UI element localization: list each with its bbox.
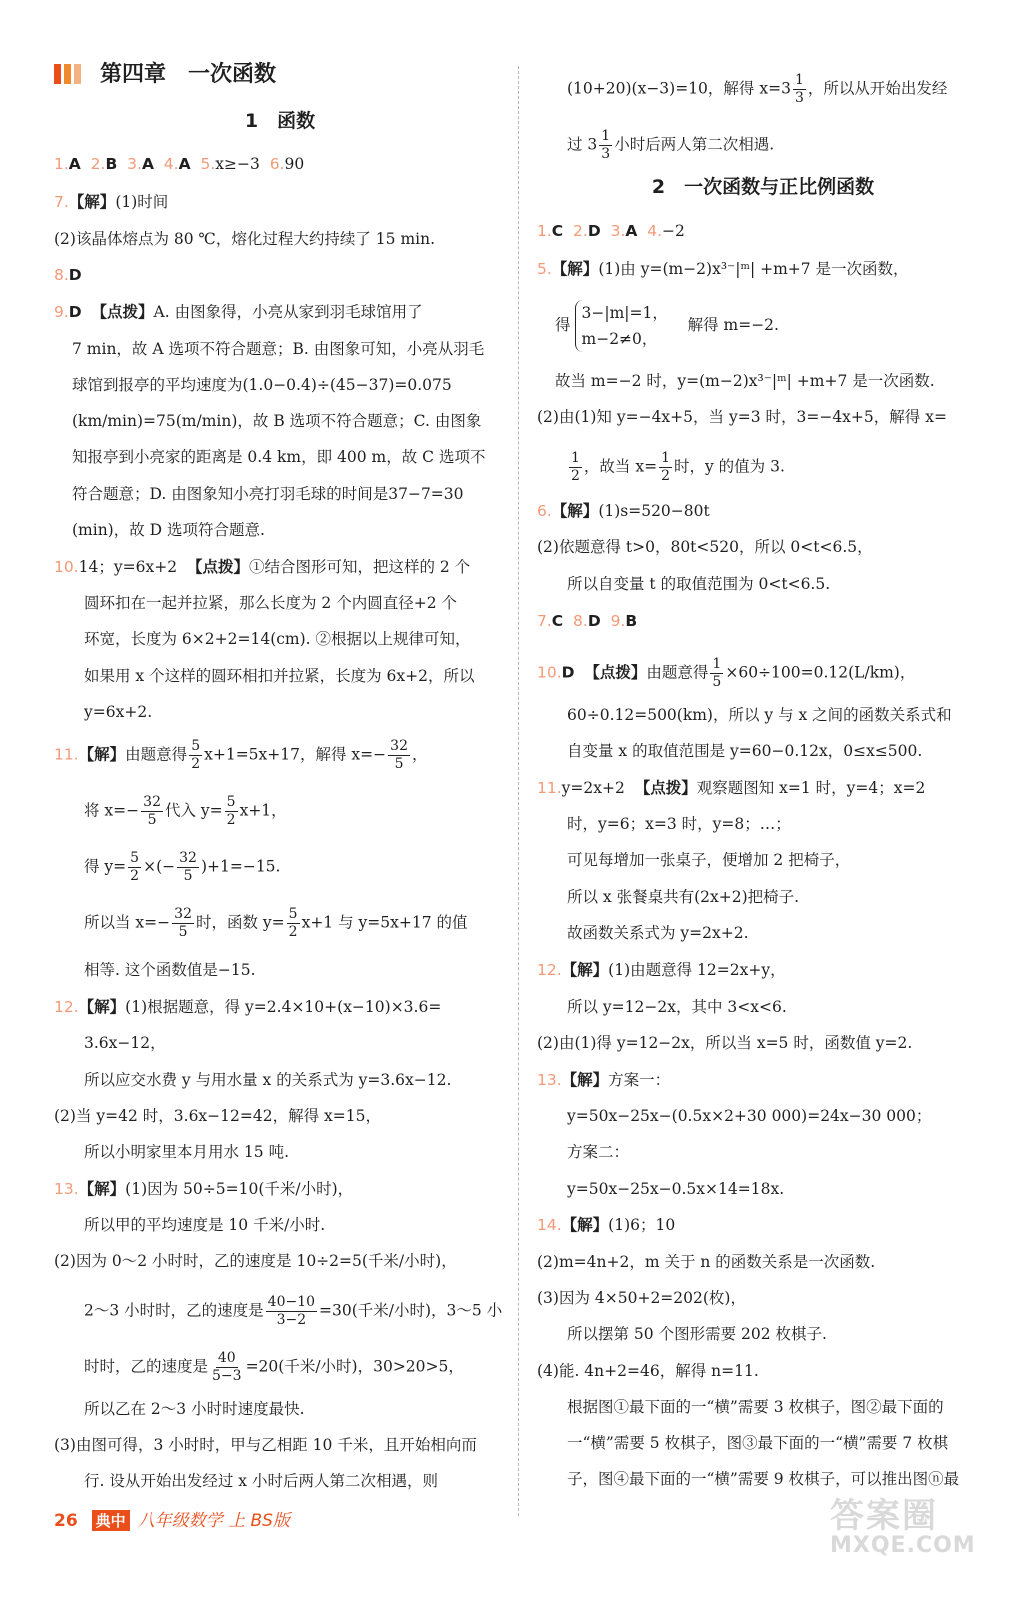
answer-row: 1.A 2.B 3.A 4.A 5.x≥−3 6.90	[54, 155, 305, 173]
q13-line: 13.【解】方案一：	[537, 1071, 671, 1089]
formula-line: 过 3 $\frac{1}{3}$ 小时后两人第二次相遇.	[567, 128, 775, 162]
q12-line: 12.【解】(1)根据题意，得 y=2.4×10+(x−10)×3.6=	[54, 998, 442, 1016]
fraction: $\frac{32}{5}$	[390, 738, 408, 772]
fraction: $\frac{5}{2}$	[191, 738, 201, 772]
page-number: 26	[54, 1511, 78, 1531]
fraction: $\frac{1}{2}$	[661, 450, 670, 484]
formula-line: 得 y= $\frac{5}{2}$ ×(− $\frac{32}{5}$ )+1=−15.	[84, 850, 281, 884]
formula-line: 时时，乙的速度是 $\frac{40}{5-3}$ =20(千米/小时)，30>20>5，	[84, 1350, 464, 1384]
text-line: 所以甲的平均速度是 10 千米/小时.	[84, 1216, 326, 1234]
fraction: $\frac{1}{2}$	[571, 450, 580, 484]
text-line: 故函数关系式为 y=2x+2.	[567, 924, 749, 942]
text-line: (4)能. 4n+2=46，解得 n=11.	[537, 1362, 759, 1380]
answer-row: 1.C 2.D 3.A 4.−2	[537, 222, 685, 240]
answer-row: 7.C 8.D 9.B	[537, 612, 638, 630]
fraction: $\frac{1}{3}$	[794, 72, 804, 106]
watermark: 答案圈 MXQE.COM	[830, 1496, 976, 1558]
text-line: 所以乙在 2～3 小时时速度最快.	[84, 1400, 305, 1418]
text-line: (2)因为 0～2 小时时，乙的速度是 10÷2=5(千米/小时)，	[54, 1252, 457, 1270]
equation-system: 3−|m|=1， m−2≠0，	[575, 300, 668, 352]
section-title: 1 函数	[244, 110, 316, 132]
text-line: 7 min，故 A 选项不符合题意；B. 由图象可知，小亮从羽毛	[72, 340, 485, 358]
text-line: 所以 x 张餐桌共有(2x+2)把椅子.	[567, 888, 800, 906]
q5-line: 5.【解】(1)由 y=(m−2)x³⁻|ᵐ| +m+7 是一次函数，	[537, 260, 909, 278]
fraction: $\frac{32}{5}$	[143, 794, 161, 828]
text-line: 所以 y=12−2x，其中 3<x<6.	[567, 998, 787, 1016]
book-title: 八年级数学 上 BS版	[137, 1511, 290, 1531]
text-line: 相等. 这个函数值是−15.	[84, 961, 256, 979]
text-line: 一“横”需要 5 枚棋子，图③最下面的一“横”需要 7 枚棋	[567, 1434, 949, 1452]
text-line: (2)该晶体熔点为 80 ℃，熔化过程大约持续了 15 min.	[54, 230, 436, 248]
text-line: y=6x+2.	[84, 703, 153, 721]
fraction: $\frac{32}{5}$	[179, 850, 197, 884]
q7-line: 7.【解】(1)时间	[54, 193, 169, 211]
text-line: 球馆到报亭的平均速度为(1.0−0.4)÷(45−37)=0.075	[72, 376, 452, 394]
q10-line: 10.14；y=6x+2 【点拨】①结合图形可知，把这样的 2 个	[54, 558, 471, 576]
text-line: (2)当 y=42 时，3.6x−12=42，解得 x=15，	[54, 1107, 381, 1125]
q9-line: 9.D 【点拨】A. 由图象得，小亮从家到羽毛球馆用了	[54, 303, 423, 321]
q11-line: 11.y=2x+2 【点拨】观察题图知 x=1 时，y=4；x=2	[537, 779, 926, 797]
fraction: $\frac{40}{5-3}$	[212, 1350, 242, 1384]
q12-line: 12.【解】(1)由题意得 12=2x+y，	[537, 961, 786, 979]
text-line: 如果用 x 个这样的圆环相扣并拉紧，长度为 6x+2，所以	[84, 667, 475, 685]
fraction: $\frac{32}{5}$	[174, 906, 192, 940]
fraction: $\frac{5}{2}$	[288, 906, 298, 940]
text-line: (3)由图可得，3 小时时，甲与乙相距 10 千米，且开始相向而	[54, 1436, 477, 1454]
fraction: $\frac{1}{5}$	[712, 656, 722, 690]
chapter-heading: 第四章 一次函数	[54, 64, 276, 89]
chapter-bars-icon	[54, 64, 84, 89]
text-line: 子，图④最下面的一“横”需要 9 枚棋子，可以推出图ⓝ最	[567, 1470, 960, 1488]
text-line: 所以应交水费 y 与用水量 x 的关系式为 y=3.6x−12.	[84, 1071, 452, 1089]
q14-line: 14.【解】(1)6；10	[537, 1216, 676, 1234]
text-line: (2)由(1)得 y=12−2x，所以当 x=5 时，函数值 y=2.	[537, 1034, 913, 1052]
q11-line: 11.【解】由题意得 $\frac{5}{2}$ x+1=5x+17，解得 x=− $\frac{32}{5}$ ，	[54, 738, 428, 772]
text-line: 时，y=6；x=3 时，y=8；…；	[567, 815, 791, 833]
text-line: (2)由(1)知 y=−4x+5，当 y=3 时，3=−4x+5，解得 x=	[537, 408, 947, 426]
formula-line: 所以当 x=− $\frac{32}{5}$ 时，函数 y= $\frac{5}{2}$ x+1 与 y=5x+17 的值	[84, 906, 468, 940]
fraction: $\frac{1}{3}$	[601, 128, 611, 162]
q8-line: 8.D	[54, 266, 82, 284]
text-line: (km/min)=75(m/min)，故 B 选项不符合题意；C. 由图象	[72, 412, 482, 430]
text-line: 知报亭到小亮家的距离是 0.4 km，即 400 m，故 C 选项不	[72, 448, 486, 466]
publisher-logo: 典中	[92, 1510, 130, 1531]
text-line: 可见每增加一张桌子，便增加 2 把椅子，	[567, 851, 851, 869]
formula-line: $\frac{1}{2}$ ，故当 x= $\frac{1}{2}$ 时，y 的值为 3.	[571, 450, 785, 484]
text-line: 60÷0.12=500(km)，所以 y 与 x 之间的函数关系式和	[567, 706, 952, 724]
text-line: (2)m=4n+2，m 关于 n 的函数关系是一次函数.	[537, 1253, 876, 1271]
text-line: 自变量 x 的取值范围是 y=60−0.12x，0≤x≤500.	[567, 742, 923, 760]
text-line: 所以小明家里本月用水 15 吨.	[84, 1143, 290, 1161]
text-line: 圆环扣在一起并拉紧，那么长度为 2 个内圆直径+2 个	[84, 594, 457, 612]
text-line: 所以自变量 t 的取值范围为 0<t<6.5.	[567, 575, 831, 593]
q6-line: 6.【解】(1)s=520−80t	[537, 502, 710, 520]
formula-line: 2～3 小时时，乙的速度是 $\frac{40-10}{3-2}$ =30(千米/小时)，3～5 小	[84, 1294, 503, 1328]
section-title: 2 一次函数与正比例函数	[651, 176, 875, 198]
text-line: 行. 设从开始出发经过 x 小时后两人第二次相遇，则	[84, 1472, 438, 1490]
fraction: $\frac{5}{2}$	[226, 794, 236, 828]
system-line: 得 3−|m|=1， m−2≠0， 解得 m=−2.	[537, 300, 779, 352]
text-line: 根据图①最下面的一“横”需要 3 枚棋子，图②最下面的	[567, 1398, 944, 1416]
text-line: 所以摆第 50 个图形需要 202 枚棋子.	[567, 1325, 827, 1343]
formula-line: (10+20)(x−3)=10，解得 x=3 $\frac{1}{3}$ ，所以从开始出发经	[567, 72, 948, 106]
q10-line: 10.D 【点拨】由题意得 $\frac{1}{5}$ ×60÷100=0.12(L/km)，	[537, 656, 916, 690]
text-line: 方案二：	[567, 1143, 630, 1161]
formula-line: 将 x=− $\frac{32}{5}$ 代入 y= $\frac{5}{2}$ x+1，	[84, 794, 287, 828]
fraction: $\frac{40-10}{3-2}$	[267, 1294, 316, 1328]
text-line: y=50x−25x−0.5x×14=18x.	[567, 1180, 785, 1198]
text-line: (2)依题意得 t>0，80t<520，所以 0<t<6.5，	[537, 538, 873, 556]
q13-line: 13.【解】(1)因为 50÷5=10(千米/小时)，	[54, 1180, 354, 1198]
text-line: (min)，故 D 选项符合题意.	[72, 521, 265, 539]
text-line: 故当 m=−2 时，y=(m−2)x³⁻|ᵐ| +m+7 是一次函数.	[555, 372, 935, 390]
text-line: (3)因为 4×50+2=202(枚)，	[537, 1289, 746, 1307]
text-line: 环宽，长度为 6×2+2=14(cm). ②根据以上规律可知，	[84, 630, 471, 648]
text-line: 3.6x−12，	[84, 1034, 166, 1052]
page-footer	[54, 1506, 290, 1531]
text-line: y=50x−25x−(0.5x×2+30 000)=24x−30 000；	[567, 1107, 932, 1125]
fraction: $\frac{5}{2}$	[130, 850, 140, 884]
text-line: 符合题意；D. 由图象知小亮打羽毛球的时间是37−7=30	[72, 485, 464, 503]
column-divider	[518, 66, 519, 1516]
